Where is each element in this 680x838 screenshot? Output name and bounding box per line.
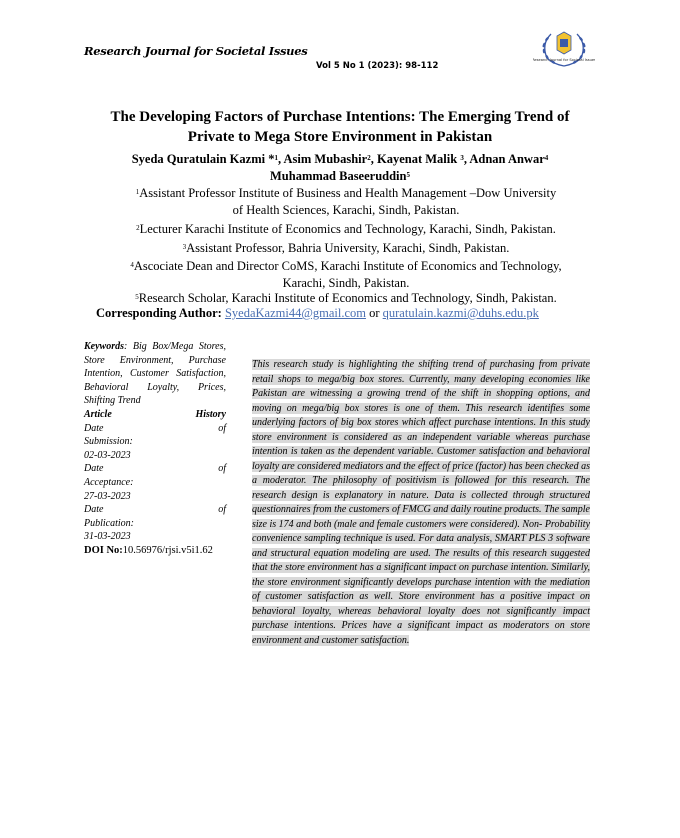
doi-value[interactable]: 10.56976/rjsi.v5i1.62 (122, 544, 213, 556)
affiliation-1: $^1$Assistant Professor Institute of Business and Health Management –Dow University of Health Sciences, Karachi, Sindh, Pakistan. (135, 186, 557, 217)
doi (84, 544, 226, 558)
email-link-2[interactable]: quratulain.kazmi@duhs.edu.pk (382, 306, 539, 320)
affiliation-2: $^2$Lecturer Karachi Institute of Economics and Technology, Karachi, Sindh, Pakistan. (136, 222, 556, 236)
logo-caption: Research Journal for Societal Issues (533, 58, 595, 62)
paper-title (80, 107, 600, 147)
author-1: Syeda Quratulain Kazmi * (131, 152, 275, 166)
history-label-left: Article (84, 408, 112, 420)
author-3: Kayenat Malik (376, 152, 461, 166)
keywords-label: Keywords (84, 341, 124, 352)
affiliation-3: $^3$Assistant Professor, Bahria University, Karachi, Sindh, Pakistan. (182, 241, 510, 255)
email-link-1[interactable]: SyedaKazmi44@gmail.com (224, 306, 366, 320)
affiliation-5: $^5$Research Scholar, Karachi Institute of Economics and Technology, Sindh, Pakistan. (135, 291, 557, 305)
submission-label: Date of Submission: (84, 422, 226, 448)
affiliation-4: $^4$Ascociate Dean and Director CoMS, Karachi Institute of Economics and Technology, Karachi, Sindh, Pakistan. (130, 259, 562, 290)
corresponding-label: Corresponding Author: (96, 306, 222, 320)
title-line-1: The Developing Factors of Purchase Intentions: The Emerging Trend of (110, 109, 570, 125)
submission-date: 02-03-2023 (84, 449, 131, 461)
title-line-2: Private to Mega Store Environment in Pakistan (187, 129, 493, 145)
doi-label: DOI No: (84, 544, 123, 556)
journal-name: Research Journal for Societal Issues (84, 44, 308, 58)
corresponding-author: Corresponding Author: SyedaKazmi44@gmail.com or quratulain.kazmi@duhs.edu.pk (96, 306, 539, 320)
acceptance-date: 27-03-2023 (84, 490, 131, 502)
author-4: Adnan Anwar (469, 152, 545, 166)
author-5: Muhammad Baseeruddin (270, 169, 407, 183)
publication-label: Date of Publication: (84, 504, 226, 529)
publication-date: 31-03-2023 (84, 531, 131, 543)
journal-logo (533, 26, 595, 72)
laurel-logo-icon (533, 26, 595, 72)
acceptance-label: Date of Acceptance: (84, 463, 226, 488)
keywords: : Big Box/Mega Stores, Store Environment, Purchase Intention, Customer Satisfaction, Behavioral Loyalty, Prices, Shifting Trend (84, 341, 226, 407)
history-label-right: History (195, 408, 226, 420)
abstract (252, 358, 590, 648)
abstract-text: This research study is highlighting the shifting trend of purchasing from private retail shops to mega/big box stores. Currently, many developing economies like Pakistan are witnessing a growing trend of the shift in shopping options, and moving on mega/big box stores is one of them. This research identifies some underlying factors of big box stores which affect purchase intentions. In this study store environment is considered as an independent variable whereas purchase intention is taken as the dependent variable. Customer satisfaction and behavioral loyalty are considered mediators and the effect of price (factor) has been checked as a moderator. The philosophy of positivism is followed for this research. The research design is explanatory in nature. Data is collected through structured questionnaires from the customers of FMCG and daily routine products. The sample size is 174 and both (male and female customers were considered). Non- Probability convenience sampling technique is used. For data analysis, SMART PLS 3 software and structural equation modeling are used. The results of this research suggested that the store environment has a significant impact on purchase intention. Similarly, the store environment significantly develops purchase intention with the mediation of customer satisfaction as well. Store environment has a positive impact on behavioral loyalty, whereas behavioral loyalty does not significantly impact purchase intentions. Prices have a significant impact as moderators on store environment and customer satisfaction. (252, 359, 591, 646)
volume-info: Vol 5 No 1 (2023): 98-112 (316, 61, 439, 71)
author-2: Asim Mubashir (283, 152, 368, 166)
article-sidebar (84, 340, 226, 558)
author-list: Syeda Quratulain Kazmi *$^1$, Asim Mubashir$^2$, Kayenat Malik $^3$, Adnan Anwar$^4$ Muhammad Baseeruddin$^5$ (131, 152, 549, 183)
